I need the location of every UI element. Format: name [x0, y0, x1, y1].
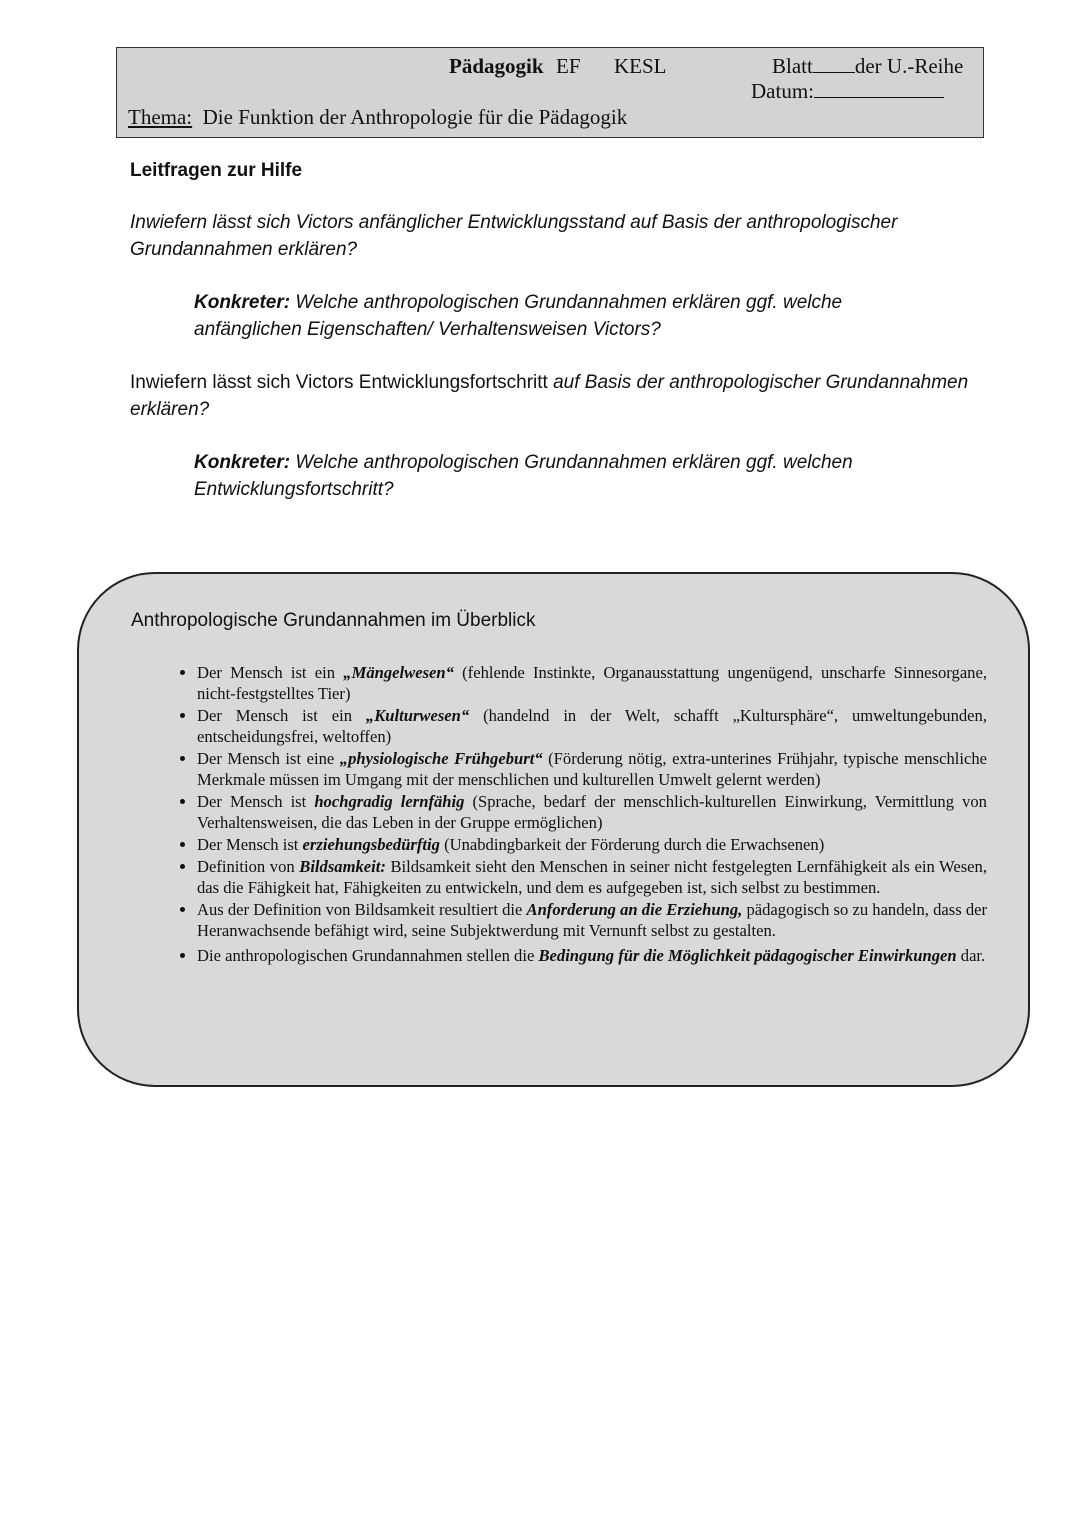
- item-text: (Unabdingbarkeit der Förderung durch die Erwachsenen): [439, 835, 825, 854]
- concrete-label: Konkreter:: [194, 452, 291, 473]
- item-text: (fehlende Instinkte, Organausstattung ungenügend, unscharfe Sinnesorgane, nicht-festgstelltes Tier): [197, 663, 987, 703]
- reihe-label: der U.-Reihe: [854, 54, 964, 78]
- item-text: Die anthropologischen Grundannahmen stellen die: [197, 946, 539, 965]
- emphasis-term: „physiologische Frühgeburt“: [339, 749, 543, 768]
- teacher: KESL: [614, 54, 667, 78]
- guide-question-2: [130, 369, 970, 423]
- emphasis-term: „Kulturwesen“: [365, 706, 470, 725]
- emphasis-term: Anforderung an die Erziehung,: [526, 900, 743, 919]
- overview-item: [197, 856, 987, 898]
- item-text: Der Mensch ist: [197, 792, 315, 811]
- overview-item: [197, 791, 987, 833]
- question-italic: auf Basis der anthropologischer Grundannahmen erklären?: [130, 372, 969, 420]
- item-text: pädagogisch so zu handeln, dass der Heranwachsende befähigt wird, seine Subjektwerdung mit Vernunft selbst zu gestalten.: [197, 900, 988, 940]
- item-text: (Sprache, bedarf der menschlich-kulturellen Einwirkung, Vermittlung von Verhaltensweisen, die das Leben in der Gruppe ermöglichen): [197, 792, 987, 832]
- item-text: Definition von: [197, 857, 300, 876]
- item-text: Aus der Definition von Bildsamkeit resultiert die: [197, 900, 527, 919]
- item-text: dar.: [956, 946, 986, 965]
- blatt-blank: [813, 54, 855, 73]
- overview-title: Anthropologische Grundannahmen im Überblick: [131, 610, 536, 631]
- overview-item: [197, 899, 987, 941]
- emphasis-term: hochgradig lernfähig: [314, 792, 465, 811]
- overview-item: [197, 834, 987, 855]
- guide-concrete-1: [194, 289, 954, 343]
- worksheet-header: [116, 47, 984, 138]
- subject: Pädagogik: [449, 54, 544, 78]
- item-text: Der Mensch ist eine: [197, 749, 340, 768]
- emphasis-term: Bedingung für die Möglichkeit pädagogischer Einwirkungen: [538, 946, 957, 965]
- overview-item: [197, 705, 987, 747]
- concrete-text: Welche anthropologischen Grundannahmen erklären ggf. welchen Entwicklungsfortschritt?: [194, 452, 853, 500]
- overview-item: [197, 748, 987, 790]
- overview-item: [197, 945, 987, 967]
- question-plain: Inwiefern lässt sich Victors Entwicklungsfortschritt: [130, 372, 554, 393]
- datum-blank: [814, 79, 944, 98]
- item-text: (handelnd in der Welt, schafft „Kultursphäre“, umweltungebunden, entscheidungsfrei, weltoffen): [197, 706, 987, 746]
- blatt-field: [772, 54, 963, 79]
- guide-concrete-2: [194, 449, 954, 503]
- emphasis-term: „Mängelwesen“: [343, 663, 454, 682]
- guide-question-1: Inwiefern lässt sich Victors anfänglicher Entwicklungsstand auf Basis der anthropologischer Grundannahmen erklären?: [130, 212, 898, 260]
- thema-line: [128, 105, 627, 130]
- item-text: Bildsamkeit sieht den Menschen in seiner nicht festgelegten Lernfähigkeit als ein Wesen, das die Fähigkeit hat, Fähigkeiten zu entwickeln, und dem es aufgegeben ist, sich selbst zu bestimmen.: [197, 857, 987, 897]
- emphasis-term: erziehungsbedürftig: [302, 835, 440, 854]
- blatt-label: Blatt: [772, 54, 813, 78]
- datum-field: [751, 79, 944, 104]
- overview-list: [165, 662, 987, 968]
- thema-label: Thema:: [128, 105, 193, 129]
- datum-label: Datum:: [751, 79, 814, 103]
- item-text: Der Mensch ist ein: [197, 706, 366, 725]
- emphasis-term: Bildsamkeit:: [299, 857, 386, 876]
- item-text: Der Mensch ist: [197, 835, 303, 854]
- item-text: (Förderung nötig, extra-unterines Frühjahr, typische menschliche Merkmale müssen im Umgang mit der menschlichen und kulturellen Umwelt gelernt werden): [197, 749, 988, 789]
- concrete-text: Welche anthropologischen Grundannahmen erklären ggf. welche anfänglichen Eigenschaften/ Verhaltensweisen Victors?: [194, 292, 843, 340]
- overview-box: [77, 572, 1030, 1087]
- guide-heading: Leitfragen zur Hilfe: [130, 160, 303, 181]
- thema-text: Die Funktion der Anthropologie für die Pädagogik: [202, 105, 628, 129]
- concrete-label: Konkreter:: [194, 292, 291, 313]
- level: EF: [556, 54, 581, 78]
- overview-item: [197, 662, 987, 704]
- item-text: Der Mensch ist ein: [197, 663, 344, 682]
